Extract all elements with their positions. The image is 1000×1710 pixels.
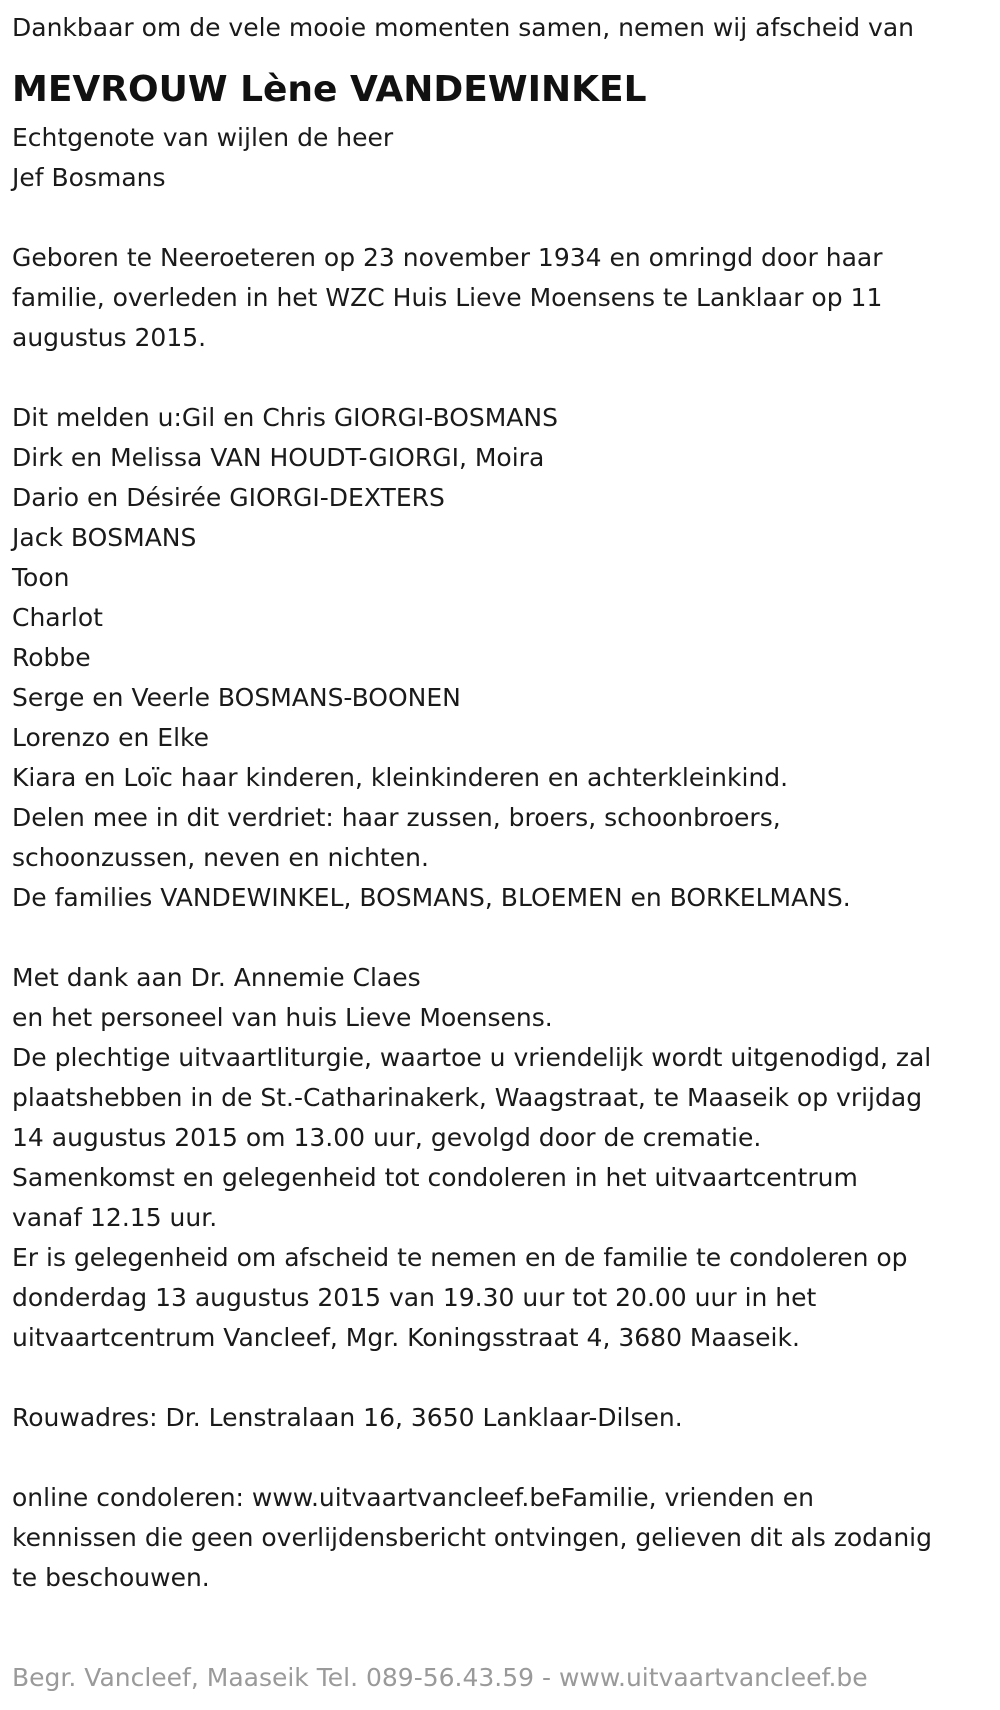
birth-death-line: Geboren te Neeroeteren op 23 november 1934 en omringd door haar <box>12 243 883 272</box>
online-line: kennissen die geen overlijdensbericht ontvingen, gelieven dit als zodanig <box>12 1523 932 1552</box>
family-line: Kiara en Loïc haar kinderen, kleinkinderen en achterkleinkind. <box>12 763 789 792</box>
spacer <box>12 198 988 238</box>
birth-death-block <box>12 238 988 358</box>
ceremony-line: Met dank aan Dr. Annemie Claes <box>12 963 421 992</box>
mourning-address: Rouwadres: Dr. Lenstralaan 16, 3650 Lanklaar-Dilsen. <box>12 1403 683 1432</box>
deceased-name: MEVROUW Lène VANDEWINKEL <box>12 69 647 110</box>
birth-death-line: augustus 2015. <box>12 323 207 352</box>
ceremony-line: uitvaartcentrum Vancleef, Mgr. Koningsstraat 4, 3680 Maaseik. <box>12 1323 800 1352</box>
family-line: De families VANDEWINKEL, BOSMANS, BLOEMEN en BORKELMANS. <box>12 883 851 912</box>
ceremony-line: De plechtige uitvaartliturgie, waartoe u vriendelijk wordt uitgenodigd, zal <box>12 1043 932 1072</box>
family-line: Robbe <box>12 643 91 672</box>
family-line: Dit melden u:Gil en Chris GIORGI-BOSMANS <box>12 403 558 432</box>
ceremony-line: Samenkomst en gelegenheid tot condoleren in het uitvaartcentrum <box>12 1163 858 1192</box>
ceremony-line: en het personeel van huis Lieve Moensens. <box>12 1003 553 1032</box>
family-line: Charlot <box>12 603 103 632</box>
ceremony-line: vanaf 12.15 uur. <box>12 1203 218 1232</box>
family-block <box>12 398 988 918</box>
spouse-block <box>12 118 988 198</box>
thanks-ceremony-block <box>12 958 988 1358</box>
funeral-home-footer: Begr. Vancleef, Maaseik Tel. 089-56.43.59 - www.uitvaartvancleef.be <box>12 1663 868 1692</box>
family-line: Jack BOSMANS <box>12 523 197 552</box>
ceremony-line: Er is gelegenheid om afscheid te nemen en de familie te condoleren op <box>12 1243 908 1272</box>
ceremony-line: donderdag 13 augustus 2015 van 19.30 uur tot 20.00 uur in het <box>12 1283 817 1312</box>
spacer <box>12 1358 988 1398</box>
spacer <box>12 1438 988 1478</box>
family-line: Toon <box>12 563 70 592</box>
spacer <box>12 918 988 958</box>
family-line: Delen mee in dit verdriet: haar zussen, broers, schoonbroers, <box>12 803 781 832</box>
family-line: Lorenzo en Elke <box>12 723 209 752</box>
spouse-line: Echtgenote van wijlen de heer <box>12 123 394 152</box>
family-line: Dario en Désirée GIORGI-DEXTERS <box>12 483 445 512</box>
online-condolence-block <box>12 1478 988 1598</box>
family-line: Dirk en Melissa VAN HOUDT-GIORGI, Moira <box>12 443 545 472</box>
online-line: te beschouwen. <box>12 1563 210 1592</box>
ceremony-line: plaatshebben in de St.-Catharinakerk, Waagstraat, te Maaseik op vrijdag <box>12 1083 923 1112</box>
online-line: online condoleren: www.uitvaartvancleef.beFamilie, vrienden en <box>12 1483 814 1512</box>
spouse-line: Jef Bosmans <box>12 163 166 192</box>
family-line: Serge en Veerle BOSMANS-BOONEN <box>12 683 461 712</box>
intro-text: Dankbaar om de vele mooie momenten samen, nemen wij afscheid van <box>12 13 914 42</box>
ceremony-line: 14 augustus 2015 om 13.00 uur, gevolgd door de crematie. <box>12 1123 762 1152</box>
spacer <box>12 358 988 398</box>
birth-death-line: familie, overleden in het WZC Huis Lieve Moensens te Lanklaar op 11 <box>12 283 883 312</box>
family-line: schoonzussen, neven en nichten. <box>12 843 429 872</box>
